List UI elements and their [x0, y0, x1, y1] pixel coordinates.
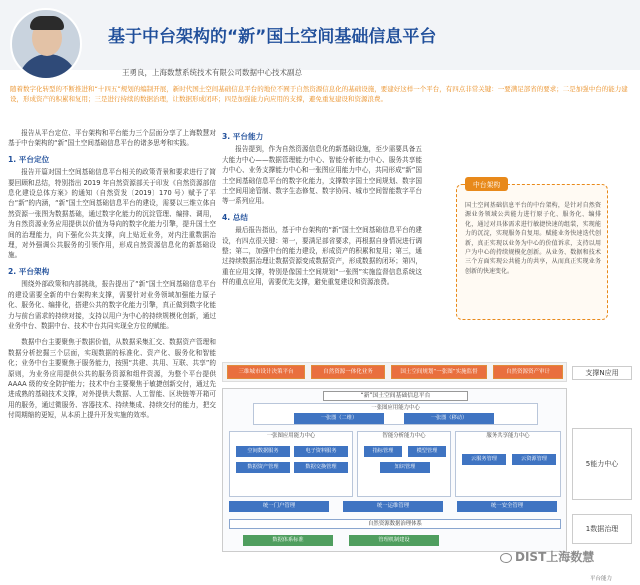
apps-label: 支撑N应用	[572, 366, 632, 380]
group-title: 一张图应用能力中心	[266, 433, 316, 439]
unify-bar: 统一安全管理	[457, 501, 557, 512]
abstract: 随着数字化转型的不断推进和“十四五”规划的编制开展，新时代国土空间基础信息平台的地位不囿于自然资源信息化的基础设施，要建好这样一个平台，有四点非常关键：一要满足部省的要求；二是加强中台的能力建设，形成资产的积累和复用；三是进行持续的数据治理，让数据形成闭环；四是加强能力向应用的支撑，避免重复建设和资源浪费。	[10, 85, 628, 103]
yzt-group	[253, 403, 538, 425]
governance-label: 1数据治理	[572, 514, 632, 544]
sidebar-box	[456, 181, 608, 320]
governance-title: 自然资源数据治理体系	[229, 519, 561, 529]
watermark	[500, 548, 594, 565]
author-line: 王勇良，上海数慧系统技术有限公司数据中心技术副总	[122, 68, 302, 77]
column-middle	[222, 128, 422, 294]
section-1-heading: 1. 平台定位	[8, 154, 50, 164]
platform-title: “新”国土空间基础信息平台	[323, 391, 468, 401]
section-1-text: 报告开篇对国土空间基础信息平台相关的政策背景和要求进行了简要回顾和总结，特别指出 2019 年自然资源部关于印发《自然资源部信息化建设总体方案》的通知（自然资发〔2019〕170 号）赋予了平台“新”的内涵，“新”国土空间基础信息平台的建设，需要以三维立体自然资源一张图为数据基础，通过数字化能力的沉淀管理、编排、调用，为自然资源业务应用提供以价值为导向的数字化能力引擎，提升国土空间的治理能力，向下强化公共支撑，向上贴近业务，对内注重数据治理，对外强调公共服务的引领作用，形成自然资源信息化的新基础设施。	[8, 168, 216, 260]
app-box: 自然资源资产审计	[493, 365, 563, 379]
group-item: 知识管理	[380, 462, 430, 473]
page-title: 基于中台架构的“新”国土空间基础信息平台	[108, 27, 437, 47]
intro-paragraph: 报告从平台定位、平台架构和平台能力三个层面分享了上海数慧对基于中台架构的“新”国土空间基础信息平台的诸多思考和实践。	[8, 129, 216, 148]
app-box: 国土空间规划“一张图”实施监督	[391, 365, 487, 379]
section-4-text: 最后报告指出，基于中台架构的“新”国土空间基础信息平台的建设，有四点很关键：第一，要满足部省要求，再根据自身情况进行调整；第二，加强中台的能力建设，形成资产的积累和复用；第三，通过持续数据治理让数据资源变成数据资产，形成数据的闭环；第四，重在应用支撑，特别是像国土空间规划“一张图”实施监督信息系统这样的重点应用，需要优先支撑，避免重复建设和资源浪费。	[222, 226, 422, 287]
app-box: 三维城市设计决策平台	[227, 365, 305, 379]
intel-group	[357, 431, 451, 497]
section-2-heading: 2. 平台架构	[8, 266, 50, 276]
group-item: 空间数据服务	[236, 446, 290, 457]
section-2-text-2: 数据中台主要聚焦于数据价值，从数据采集汇交、数据资产管理和数据分析挖掘三个层面，实现数据的标准化、资产化、服务化和智能化；业务中台主要聚焦于服务能力，按照“共建、共用、互联、共享”的原则，为业务应用提供公共的服务资源和组件资源，为整个平台提供 AAAA 级的安全防护能力；技术中台主要聚焦于敏捷创新交付，通过先进成熟的基础技术支撑，对外提供大数据、人工智能、区块链等开箱可用的服务，通过微服务、容器技术、持续集成、持续交付的能力，把交付周期缩的更短，从本质上提升开发实施的效率。	[8, 338, 216, 420]
section-4-heading: 4. 总结	[222, 212, 248, 222]
wechat-icon	[500, 553, 512, 563]
group-title: 服务共享能力中心	[486, 433, 530, 439]
group-title: 一张图应用能力中心	[371, 405, 420, 411]
group-item: 数据交换管理	[294, 462, 348, 473]
column-left	[8, 128, 216, 427]
group-item: 云资源管理	[512, 454, 556, 465]
governance-item: 数据体系标准	[243, 535, 333, 546]
apps-row	[222, 362, 567, 382]
author-photo	[10, 8, 82, 80]
svc-group	[455, 431, 561, 497]
group-item: 一张图（移动）	[404, 413, 494, 424]
section-3-text: 报告提到，作为自然资源信息化的新基础设施，至少需要具备五大能力中心——数据管理能力中心、智能分析能力中心、服务共享能力中心、业务支撑能力中心和一张图应用能力中心，共同形成“新”国土空间基础信息平台的数字化能力，支撑数字国土空间规划、数字国土空间用途管制、数字生态修复、数字协同、城市空间智能数字平台等一系列应用。	[222, 145, 422, 206]
app-box: 自然资源一体化业务	[311, 365, 385, 379]
watermark-text: DIST上海数慧	[515, 550, 595, 564]
group-item: 云服务管理	[462, 454, 506, 465]
group-title: 智能分析能力中心	[382, 433, 426, 439]
group-item: 一张图（二维）	[294, 413, 384, 424]
group-item: 电子资料服务	[294, 446, 348, 457]
photo-body	[18, 54, 78, 80]
centers-label: 5能力中心	[572, 428, 632, 500]
yzt2-group	[229, 431, 353, 497]
architecture-diagram	[222, 362, 632, 574]
figure-caption: 平台能力	[590, 576, 613, 582]
group-item: 数据资产管理	[236, 462, 290, 473]
group-item: 模型管理	[408, 446, 446, 457]
sidebar-text: 国土空间基础信息平台的中台架构，是针对自然资源业务领域公共能力进行原子化、服务化、编排化，通过对具体需求进行敏捷快速的组装，实现能力的沉淀，实现服务自复用。赋能业务快速迭代创新，真正实现以业务为中心的价值诉求，支持以用户为中心的持续规模化创新。从业务、数据和技术三个方面实现公共能力的共享，从而真正实现业务创新的快速变化。	[465, 202, 601, 275]
section-3-heading: 3. 平台能力	[222, 132, 264, 141]
platform-frame	[222, 388, 567, 552]
unify-bar: 统一运维管理	[343, 501, 443, 512]
section-2-text: 围绕外部政策和内部挑战，报告提出了“新”国土空间基础信息平台的建设需要全新的中台架构来支撑，需要针对业务领域加强能力原子化、服务化、编排化，搭建公共的数字化能力引擎，真正做到数字化能力与前台需求的持续对接，支持以用户为中心的持续规模化创新，通过业务中台、数据中台、技术中台共同实现全方位的赋能。	[8, 280, 216, 330]
unify-bar: 统一门户管理	[229, 501, 329, 512]
sidebar-tag: 中台架构	[465, 177, 508, 191]
group-item: 指标管理	[364, 446, 402, 457]
governance-item: 管理机制建设	[349, 535, 439, 546]
photo-hair	[30, 16, 64, 30]
